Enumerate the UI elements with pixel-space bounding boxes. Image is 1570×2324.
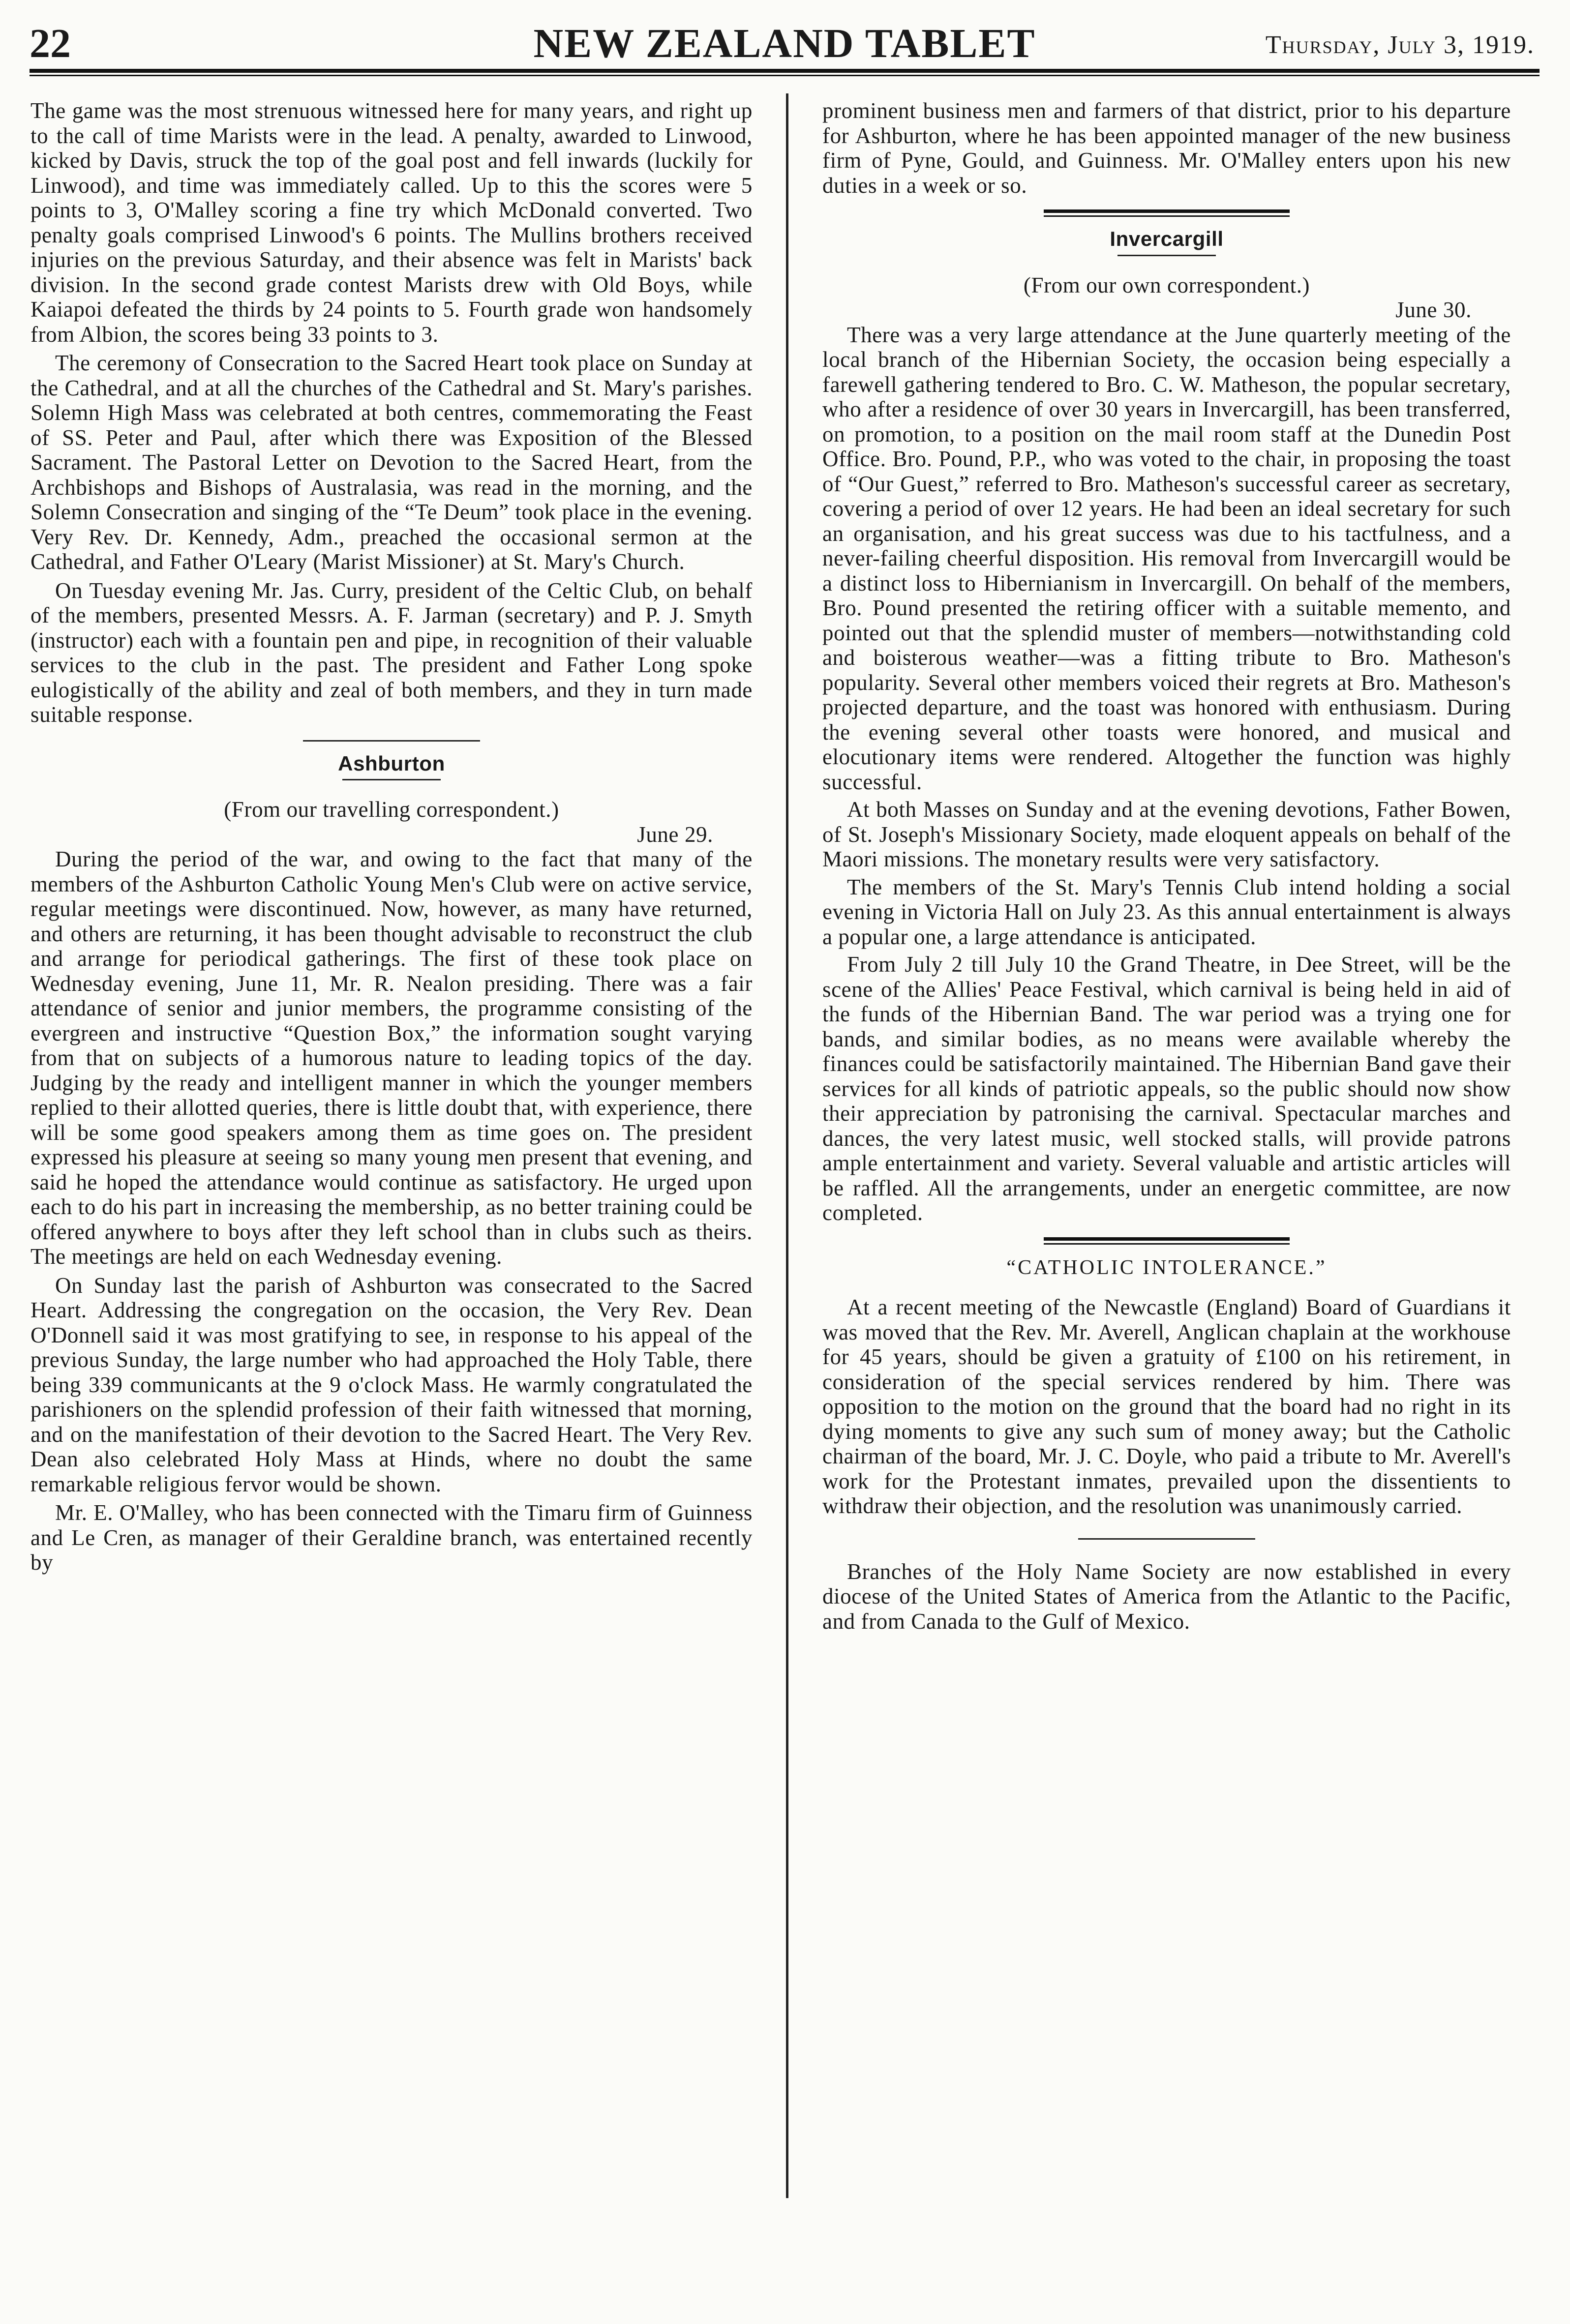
page-number: 22 [30,21,71,66]
holy-name-paragraph: Branches of the Holy Name Society are now established in every diocese of the United States of America from the Atlantic to the Pacific, and from Canada to the Gulf of Mexico. [822,1559,1511,1634]
rugby-paragraph: The game was the most strenuous witnessed here for many years, and right up to the call of time Marists were in the lead. A penalty, awarded to Linwood, kicked by Davis, struck the top of the goal post and fell inwards (luckily for Linwood), and time was immediately called. Up to this the scores were 5 points to 3, O'Malley scoring a fine try which McDonald converted. Two penalty goals comprised Linwood's 6 points. The Mullins brothers received injuries on the previous Saturday, and their absence was felt in Marists' back division. In the second grade contest Marists drew with Old Boys, while Kaiapoi defeated the thirds by 24 points to 5. Fourth grade won handsomely from Albion, the scores being 33 points to 3. [30,98,753,347]
article-paragraph: At both Masses on Sunday and at the evening devotions, Father Bowen, of St. Joseph's Missionary Society, made eloquent appeals on behalf of the Maori missions. The monetary results were very satisfactory. [822,797,1511,871]
celtic-club-paragraph: On Tuesday evening Mr. Jas. Curry, president of the Celtic Club, on behalf of the members, presented Messrs. A. F. Jarman (secretary) and P. J. Smyth (instructor) each with a fountain pen and pipe, in recognition of their valuable services to the club in the past. The president and Father Long spoke eulogistically of the ability and zeal of both members, and they in turn made suitable response. [30,578,753,727]
right-column [822,98,1511,1634]
section-divider [303,740,480,742]
dateline: June 30. [1395,298,1472,322]
newspaper-title: NEW ZEALAND TABLET [533,21,1036,66]
section-divider [1078,1538,1255,1540]
heading-underline [342,779,441,780]
consecration-paragraph: The ceremony of Consecration to the Sacred Heart took place on Sunday at the Cathedral, and at all the churches of the Cathedral and St. Mary's parishes. Solemn High Mass was celebrated at both centres, commemorating the Feast of SS. Peter and Paul, after which there was Exposition of the Blessed Sacrament. The Pastoral Letter on Devotion to the Sacred Heart, from the Archbishops and Bishops of Australasia, was read in the morning, and the Solemn Consecration and singing of the “Te Deum” took place in the evening. Very Rev. Dr. Kennedy, Adm., preached the occasional sermon at the Cathedral, and Father O'Leary (Marist Missioner) at St. Mary's Church. [30,351,753,574]
column-divider [786,93,788,2198]
correspondent-line: (From our own correspondent.) [1023,272,1310,298]
section-divider-double [1044,209,1290,217]
article-paragraph: There was a very large attendance at the June quarterly meeting of the local branch of the Hibernian Society, the occasion being especially a farewell gathering tendered to Bro. C. W. Matheson, the popular secretary, who after a residence of over 30 years in Invercargill, has been transferred, on promotion, to a position on the mail room staff at the Dunedin Post Office. Bro. Pound, P.P., who was voted to the chair, in proposing the toast of “Our Guest,” referred to Bro. Matheson's successful career as secretary, covering a period of over 12 years. He had been an ideal secretary for such an organisation, and his great success was due to his tactfulness, and a never-failing cheerful disposition. His removal from Invercargill would be a distinct loss to Hibernianism in Invercargill. On behalf of the members, Bro. Pound presented the retiring officer with a suitable memento, and pointed out that the splendid muster of members—notwithstanding cold and boisterous weather—was a fitting tribute to Bro. Matheson's popularity. Several other members voiced their regrets at Bro. Matheson's projected departure, and the toast was honored with enthusiasm. During the evening several other toasts were honored, and musical and elocutionary items were rendered. Altogether the function was highly successful. [822,322,1511,794]
masthead [30,20,1540,74]
article-paragraph: From July 2 till July 10 the Grand Theatre, in Dee Street, will be the scene of the Allies' Peace Festival, which carnival is being held in aid of the funds of the Hibernian Band. The war period was a trying one for bands, and similar bodies, as no means were available whereby the finances could be satisfactorily maintained. The Hibernian Band gave their services for all kinds of patriotic appeals, so the public should now show their appreciation by patronising the carnival. Spectacular marches and dances, the very latest music, well stocked stalls, will provide patrons ample entertainment and variety. Several valuable and artistic articles will be raffled. All the arrangements, under an energetic committee, are now completed. [822,952,1511,1225]
section-heading-invercargill: Invercargill [1110,227,1224,250]
issue-date: Thursday, July 3, 1919. [1265,31,1535,59]
masthead-rule-thin [30,75,1540,76]
masthead-rule [30,69,1540,73]
left-column [30,98,753,1575]
continued-paragraph: prominent business men and farmers of that district, prior to his departure for Ashburton, where he has been appointed manager of the new business firm of Pyne, Gould, and Guinness. Mr. O'Malley enters upon his new duties in a week or so. [822,98,1511,198]
section-heading-ashburton: Ashburton [338,751,445,775]
article-paragraph: During the period of the war, and owing to the fact that many of the members of the Ashburton Catholic Young Men's Club were on active service, regular meetings were discontinued. Now, however, as many have returned, and others are returning, it has been thought advisable to reconstruct the club and arrange for periodical gatherings. The first of these took place on Wednesday evening, June 11, Mr. R. Nealon presiding. There was a fair attendance of senior and junior members, the programme consisting of the evergreen and instructive “Question Box,” the information sought varying from that on subjects of a humorous nature to leading topics of the day. Judging by the ready and intelligent manner in which the younger members replied to their allotted queries, there is little doubt that, with experience, there will be some good speakers among them as time goes on. The president expressed his pleasure at seeing so many young men present that evening, and said he hoped the attendance would continue as satisfactory. He urged upon each to do his part in increasing the membership, as no better training could be offered anywhere to boys after they left school than in clubs such as theirs. The meetings are held on each Wednesday evening. [30,847,753,1269]
article-paragraph: At a recent meeting of the Newcastle (England) Board of Guardians it was moved that the Rev. Mr. Averell, Anglican chaplain at the workhouse for 45 years, should be given a gratuity of £100 on his retirement, in consideration of the special services rendered by him. There was opposition to the motion on the ground that the board had no right in its dying moments to give any such sum of money away; but the Catholic chairman of the board, Mr. J. C. Doyle, who paid a tribute to Mr. Averell's work for the Protestant inmates, prevailed upon the dissentients to withdraw their objection, and the resolution was unanimously carried. [822,1295,1511,1518]
correspondent-line: (From our travelling correspondent.) [224,797,559,822]
heading-underline [1117,255,1216,256]
article-paragraph: The members of the St. Mary's Tennis Club intend holding a social evening in Victoria Hall on July 23. As this annual entertainment is always a popular one, a large attendance is anticipated. [822,874,1511,949]
article-paragraph: Mr. E. O'Malley, who has been connected with the Timaru firm of Guinness and Le Cren, as manager of their Geraldine branch, was entertained recently by [30,1500,753,1575]
section-heading-catholic-intolerance: “CATHOLIC INTOLERANCE.” [1006,1256,1327,1279]
dateline: June 29. [637,822,713,847]
section-divider-double [1044,1237,1290,1245]
article-paragraph: On Sunday last the parish of Ashburton was consecrated to the Sacred Heart. Addressing the congregation on the occasion, the Very Rev. Dean O'Donnell said it was most gratifying to see, in response to his appeal of the previous Sunday, the large number who had approached the Holy Table, there being 339 communicants at the 9 o'clock Mass. He warmly congratulated the parishioners on the splendid profession of their faith witnessed that morning, and on the manifestation of their devotion to the Sacred Heart. The Very Rev. Dean also celebrated Holy Mass at Hinds, where no doubt the same remarkable religious fervor would be shown. [30,1273,753,1496]
